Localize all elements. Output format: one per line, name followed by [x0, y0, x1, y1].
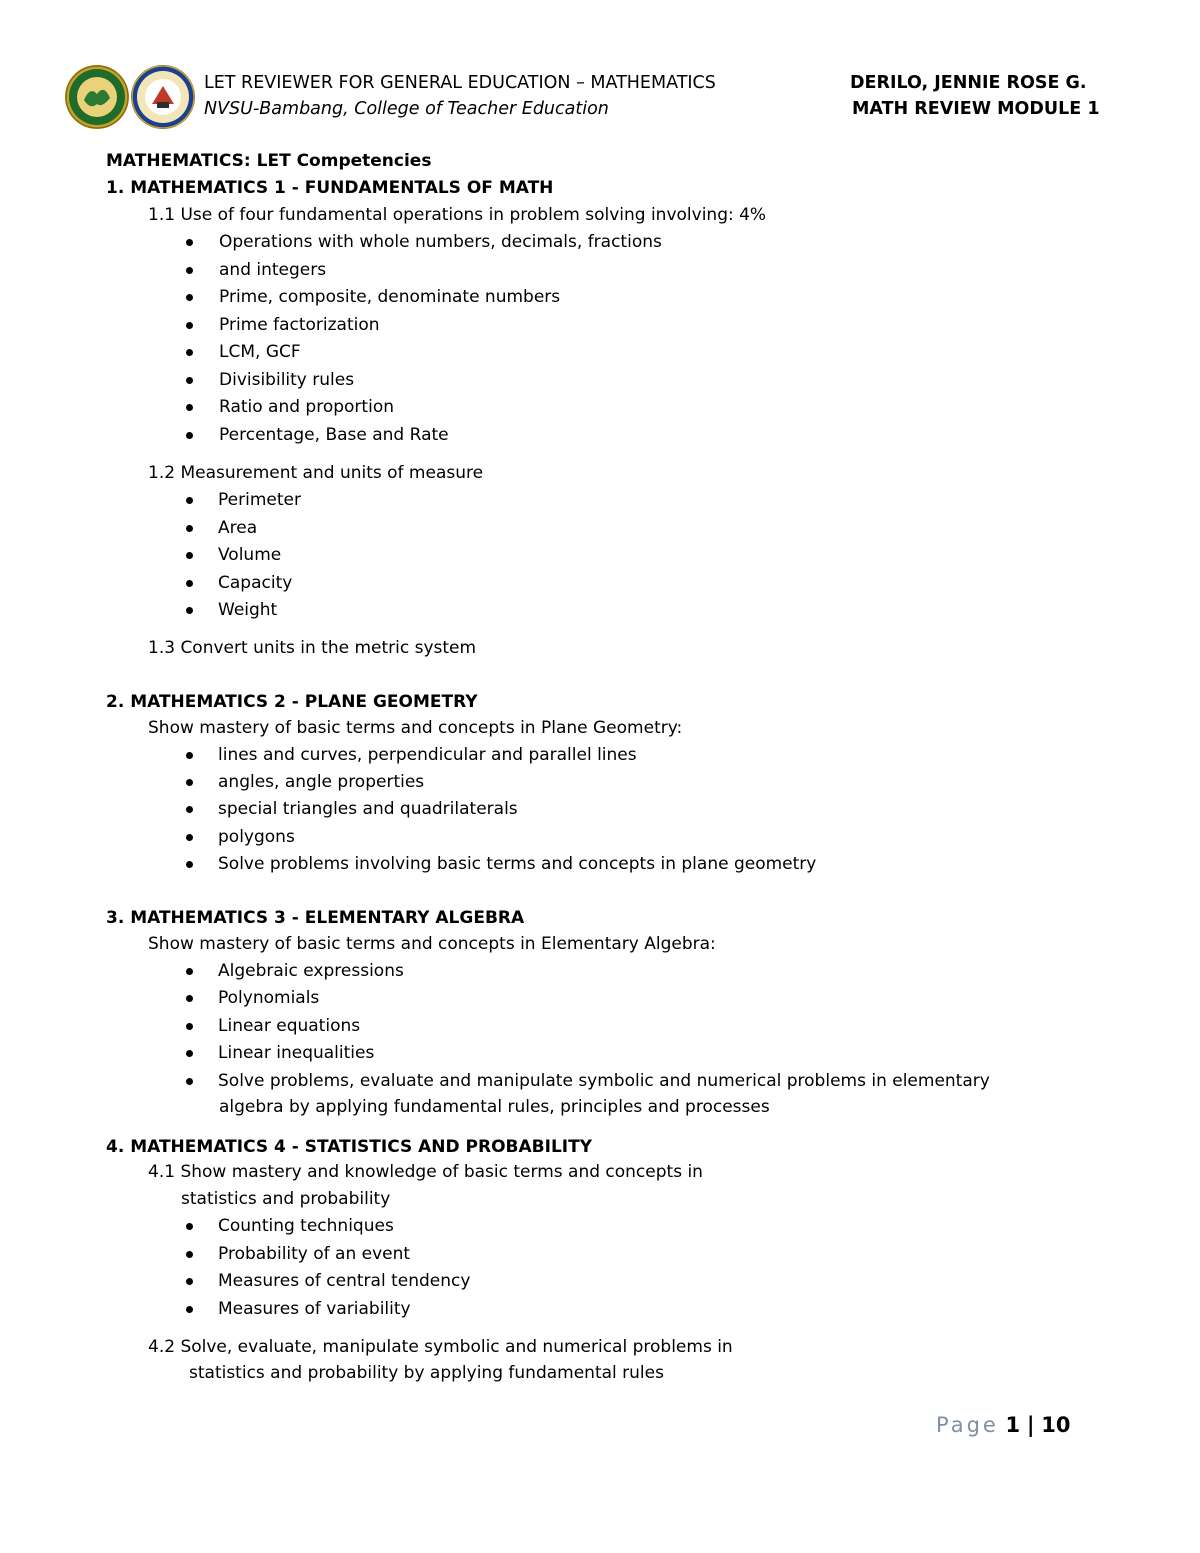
header-module: MATH REVIEW MODULE 1: [852, 99, 1100, 119]
header-logos: [64, 64, 200, 132]
page-word: Page: [936, 1413, 999, 1437]
page-header: [0, 0, 1200, 140]
section-2-intro: Show mastery of basic terms and concepts in Plane Geometry:: [148, 718, 683, 738]
section-1-3-heading: 1.3 Convert units in the metric system: [148, 638, 477, 658]
document-page: LET REVIEWER FOR GENERAL EDUCATION – MATHEMATICS NVSU-Bambang, College of Teacher Education DERILO, JENNIE ROSE G. MATH REVIEW MODULE 1 MATHEMATICS: LET Competencies 1. MATHEMATICS 1 - FUNDAMENTALS OF MATH 1.1 Use of four fundamental operations in problem solving involving: 4% Operations with whole numbers, decimals, fractions and integers Prime, composite, denominate numbers Prime factorization LCM, GCF Divisibility rules Ratio and proportion Percentage, Base and Rate 1.2 Measurement and units of measure Perimeter Area Volume Capacity Weight 1.3 Convert units in the metric system 2. MATHEMATICS 2 - PLANE GEOMETRY Show mastery of basic terms and concepts in Plane Geometry: lines and curves, perpendicular and parallel lines angles, angle properties special triangles and quadrilaterals polygons Solve problems involving basic terms and concepts in plane geometry 3. MATHEMATICS 3 - ELEMENTARY ALGEBRA Show mastery of basic terms and concepts in Elementary Algebra: Algebraic expressions Polynomials Linear equations Linear inequalities Solve problems, evaluate and manipulate symbolic and numerical problems in elementary algebra by applying fundamental rules, principles and processes 4. MATHEMATICS 4 - STATISTICS AND PROBABILITY 4.1 Show mastery and knowledge of basic terms and concepts in statistics and probability Counting techniques Probability of an event Measures of central tendency Measures of variability 4.2 Solve, evaluate, manipulate symbolic and numerical problems in statistics and probability by applying fundamental rules Page 1 | 10: [0, 0, 1200, 1553]
section-4-1-line1: 4.1 Show mastery and knowledge of basic terms and concepts in: [148, 1162, 703, 1182]
page-total: 10: [1041, 1413, 1071, 1437]
header-title: LET REVIEWER FOR GENERAL EDUCATION – MATHEMATICS: [204, 73, 716, 93]
page-number: 1: [1005, 1413, 1021, 1437]
content-heading: MATHEMATICS: LET Competencies: [106, 151, 432, 171]
section-2-title: 2. MATHEMATICS 2 - PLANE GEOMETRY: [106, 692, 478, 712]
university-seal-logo: [64, 64, 130, 130]
section-3-intro: Show mastery of basic terms and concepts in Elementary Algebra:: [148, 934, 716, 954]
page-separator: |: [1026, 1413, 1035, 1437]
section-1-1-heading: 1.1 Use of four fundamental operations in problem solving involving: 4%: [148, 205, 767, 225]
section-1-title: 1. MATHEMATICS 1 - FUNDAMENTALS OF MATH: [106, 178, 554, 198]
header-subtitle: NVSU-Bambang, College of Teacher Education: [204, 99, 609, 119]
section-4-1-line2: statistics and probability: [181, 1189, 391, 1209]
section-4-2-line2: statistics and probability by applying fundamental rules: [189, 1363, 664, 1383]
section-4-title: 4. MATHEMATICS 4 - STATISTICS AND PROBABILITY: [106, 1137, 593, 1157]
page-footer: [936, 1413, 1070, 1437]
college-seal-logo: [130, 64, 196, 130]
header-author: DERILO, JENNIE ROSE G.: [850, 73, 1087, 93]
section-4-2-line1: 4.2 Solve, evaluate, manipulate symbolic and numerical problems in: [148, 1337, 733, 1357]
section-3-title: 3. MATHEMATICS 3 - ELEMENTARY ALGEBRA: [106, 908, 525, 928]
list-item-continuation: algebra by applying fundamental rules, principles and processes: [219, 1097, 770, 1117]
section-1-2-heading: 1.2 Measurement and units of measure: [148, 463, 484, 483]
